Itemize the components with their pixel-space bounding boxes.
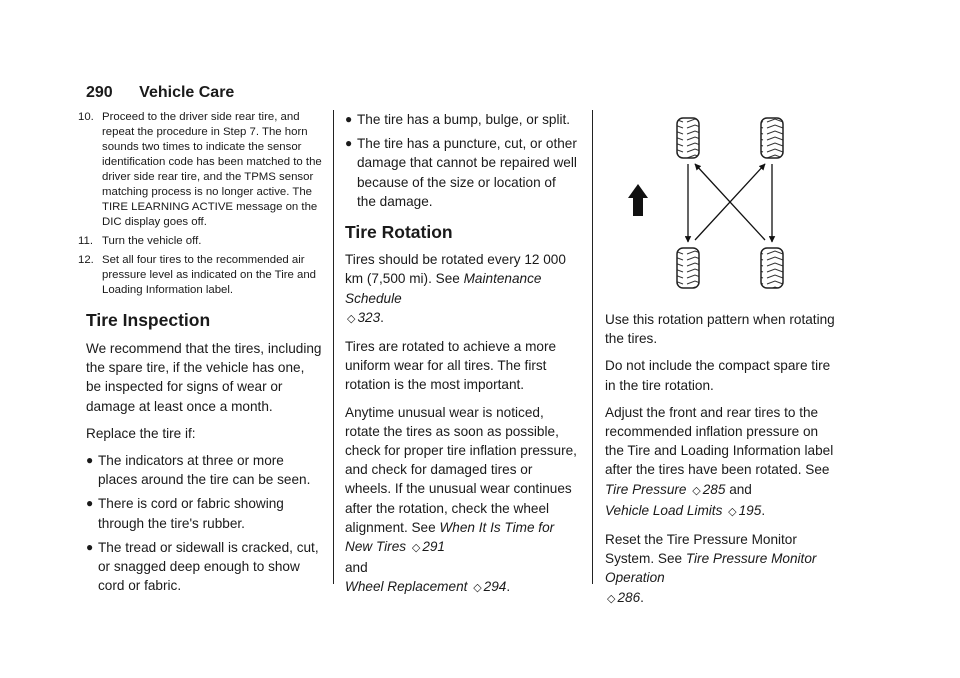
and-text: and xyxy=(345,560,368,576)
page-ref-link[interactable]: 291 xyxy=(422,539,445,555)
step-number: 11. xyxy=(78,235,93,247)
section-title: Vehicle Care xyxy=(139,84,235,101)
page-ref-link[interactable]: 285 xyxy=(702,481,726,497)
page-ref-link[interactable]: 195 xyxy=(738,502,762,518)
unusual-wear: Anytime unusual wear is noticed, rotate the tires as soon as possible, check for proper tire inflation pressure, and check for damaged tires or wheels. If the unusual wear continues after the rotation, check the wheel alignment. See When It Is Time for New Tires ◇ 291 and Wheel Replacement ◇ 294. xyxy=(345,404,577,595)
replace-lead: Replace the tire if: xyxy=(86,425,196,441)
step-number: 10. xyxy=(78,111,94,123)
paragraph-text: Anytime unusual wear is noticed, rotate the tires as soon as possible, check for proper tire inflation pressure, and check for damaged tires or wheels. If the unusual wear continues after the rotation, check the wheel alignment. See xyxy=(345,404,577,535)
column-divider xyxy=(333,110,334,584)
adjust-pressure-text: Adjust the front and rear tires to the recommended inflation pressure on the Tire and Loading Information label after the tires have been rotated. See Tire Pressure ◇ 285 and Vehicle Load Limits ◇ 195. xyxy=(605,404,834,518)
damage-bullets xyxy=(345,110,577,211)
page-ref-link[interactable]: 323 xyxy=(357,309,381,325)
spare-tire-text: Do not include the compact spare tire in the tire rotation. xyxy=(605,358,831,393)
list-item xyxy=(78,234,322,249)
bullet-text: There is cord or fabric showing through the tire's rubber. xyxy=(98,496,284,531)
list-item xyxy=(78,110,322,230)
wheel-replacement-link[interactable]: Wheel Replacement xyxy=(345,579,468,595)
page-ref-icon: ◇ xyxy=(347,312,356,325)
page-ref-link[interactable]: 286 xyxy=(617,589,641,605)
front-left-tire-icon xyxy=(677,118,699,158)
rotation-pattern-text: Use this rotation pattern when rotating the tires. xyxy=(605,312,835,347)
page-number: 290 xyxy=(86,84,113,101)
bullet-icon: ● xyxy=(345,136,353,151)
step-text: Turn the vehicle off. xyxy=(102,235,202,247)
bullet-text: The tire has a bump, bulge, or split. xyxy=(357,112,571,127)
tpms-operation-link[interactable]: Tire Pressure Monitor Operation xyxy=(605,551,817,586)
front-right-tire-icon xyxy=(761,118,783,158)
column-divider xyxy=(592,110,593,584)
page-ref-link[interactable]: 294 xyxy=(483,579,507,595)
paragraph-text: Reset the Tire Pressure Monitor System. See xyxy=(605,532,797,567)
list-item xyxy=(86,451,322,489)
bullet-text: The tread or sidewall is cracked, cut, or snagged deep enough to show cord or fabric. xyxy=(98,539,319,594)
bullet-icon: ● xyxy=(86,496,94,511)
vehicle-load-limits-link[interactable]: Vehicle Load Limits xyxy=(605,502,723,518)
list-item xyxy=(345,134,577,211)
replace-bullets xyxy=(86,451,322,595)
bullet-text: The tire has a puncture, cut, or other damage that cannot be repaired well because of the size or location of the damage. xyxy=(357,136,577,209)
and-text: and xyxy=(729,481,752,497)
inspection-intro: We recommend that the tires, including the spare tire, if the vehicle has one, be inspected for signs of wear or damage at least once a month. xyxy=(86,341,322,414)
reset-tpms-text: Reset the Tire Pressure Monitor System. See Tire Pressure Monitor Operation ◇ 286. xyxy=(605,532,817,605)
tire-rotation-heading: Tire Rotation xyxy=(345,222,453,243)
list-item xyxy=(78,253,322,298)
bullet-text: The indicators at three or more places around the tire can be seen. xyxy=(98,453,311,488)
page-ref-icon: ◇ xyxy=(728,505,737,518)
bullet-icon: ● xyxy=(345,112,353,126)
rear-right-tire-icon xyxy=(761,248,783,288)
page-ref-icon: ◇ xyxy=(692,484,701,497)
column-1 xyxy=(78,110,322,601)
list-item xyxy=(86,494,322,532)
list-item xyxy=(86,538,322,596)
page-header xyxy=(86,84,234,102)
page-ref-icon: ◇ xyxy=(411,542,421,555)
step-text: Set all four tires to the recommended air pressure level as indicated on the Tire and Loading Information label. xyxy=(102,254,317,296)
forward-arrow-icon xyxy=(628,184,648,216)
bullet-icon: ● xyxy=(86,453,94,468)
bullet-icon: ● xyxy=(86,539,94,554)
rear-left-tire-icon xyxy=(677,248,699,288)
column-3 xyxy=(605,310,837,617)
tire-inspection-heading: Tire Inspection xyxy=(86,310,211,330)
step-text: Proceed to the driver side rear tire, and repeat the procedure in Step 7. The horn sounds two times to indicate the sensor identification code has been matched to the driver side rear tire, and the TPMS sensor matching process is no longer active. The TIRE LEARNING ACTIVE message on the DIC display goes off. xyxy=(102,111,322,228)
new-tires-link[interactable]: When It Is Time for New Tires xyxy=(345,519,555,555)
column-2 xyxy=(345,110,577,607)
paragraph-text: Tires should be rotated every 12 000 km (7,500 mi). See xyxy=(345,252,566,287)
tire-rotation-diagram-icon xyxy=(625,112,821,302)
step-number: 12. xyxy=(78,254,94,266)
paragraph-text: Adjust the front and rear tires to the recommended inflation pressure on the Tire and Loading Information label after the tires have been rotated. See xyxy=(605,404,834,478)
page-ref-icon: ◇ xyxy=(607,592,616,605)
rotation-purpose: Tires are rotated to achieve a more uniform wear for all tires. The first rotation is the most important. xyxy=(345,339,557,393)
tire-pressure-link[interactable]: Tire Pressure xyxy=(605,481,687,497)
numbered-steps xyxy=(78,110,322,298)
page-ref-icon: ◇ xyxy=(473,582,482,595)
list-item xyxy=(345,110,577,129)
rotation-interval: Tires should be rotated every 12 000 km (7,500 mi). See Maintenance Schedule ◇ 323. xyxy=(345,252,566,325)
maintenance-schedule-link[interactable]: Maintenance Schedule xyxy=(345,271,542,306)
